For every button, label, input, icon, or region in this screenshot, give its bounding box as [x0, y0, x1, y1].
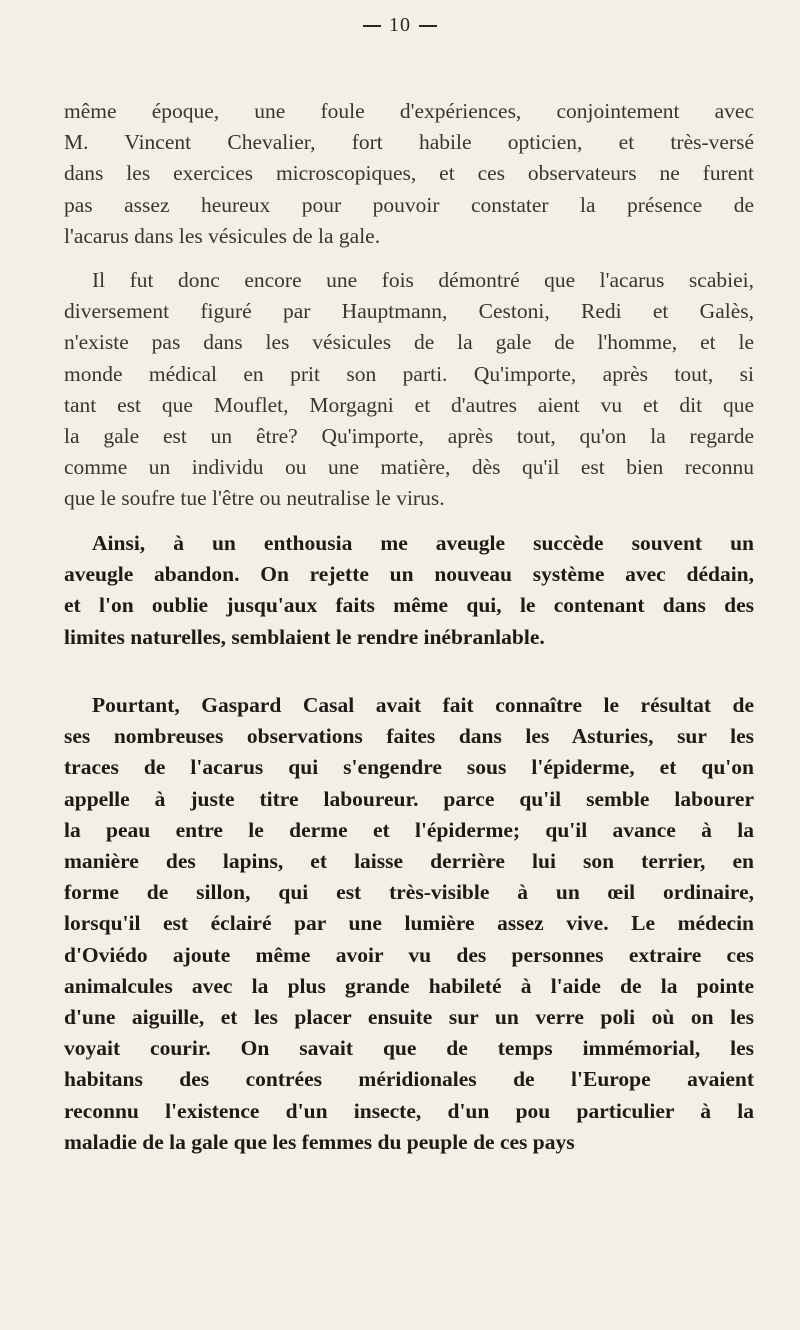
text-line: voyait courir. On savait que de temps immémorial, les [64, 1036, 754, 1061]
text-line: limites naturelles, semblaient le rendre inébranlable. [64, 624, 545, 649]
text-line: l'acarus dans les vésicules de la gale. [64, 223, 381, 248]
text-line: traces de l'acarus qui s'engendre sous l'épiderme, et qu'on [64, 755, 754, 780]
text-line: M. Vincent Chevalier, fort habile opticien, et très-versé [64, 130, 754, 155]
text-line: maladie de la gale que les femmes du peuple de ces pays [64, 1129, 575, 1154]
text-line: appelle à juste titre laboureur. parce qu'il semble labourer [64, 786, 754, 811]
header-dash-right [419, 25, 437, 27]
text-line: d'une aiguille, et les placer ensuite sur un verre poli où on les [64, 1005, 754, 1030]
text-line: Ainsi, à un enthousia me aveugle succède souvent un [92, 531, 754, 555]
text-line: Il fut donc encore une fois démontré que l'acarus scabiei, [92, 268, 754, 292]
text-line: pas assez heureux pour pouvoir constater la présence de [64, 192, 754, 217]
text-line: manière des lapins, et laisse derrière lui son terrier, en [64, 849, 754, 874]
text-line: monde médical en prit son parti. Qu'importe, après tout, si [64, 361, 754, 386]
header-dash-left [363, 25, 381, 27]
text-line: aveugle abandon. On rejette un nouveau système avec dédain, [64, 562, 754, 587]
text-line: lorsqu'il est éclairé par une lumière assez vive. Le médecin [64, 911, 754, 936]
text-line: tant est que Mouflet, Morgagni et d'autres aient vu et dit que [64, 392, 754, 417]
paragraph-3 [64, 528, 754, 653]
text-line: dans les exercices microscopiques, et ces observateurs ne furent [64, 161, 754, 186]
text-line: la gale est un être? Qu'importe, après tout, qu'on la regarde [64, 424, 754, 449]
text-line: habitans des contrées méridionales de l'Europe avaient [64, 1067, 754, 1092]
paragraph-4 [64, 690, 754, 1158]
text-line: diversement figuré par Hauptmann, Cestoni, Redi et Galès, [64, 299, 754, 324]
text-line: forme de sillon, qui est très-visible à un œil ordinaire, [64, 880, 754, 905]
text-line: comme un individu ou une matière, dès qu'il est bien reconnu [64, 455, 754, 480]
text-line: ses nombreuses observations faites dans les Asturies, sur les [64, 724, 754, 749]
page-header [0, 14, 800, 37]
paragraph-2 [64, 265, 754, 515]
paragraph-1 [64, 96, 754, 252]
text-line: reconnu l'existence d'un insecte, d'un pou particulier à la [64, 1098, 754, 1123]
text-line: et l'on oublie jusqu'aux faits même qui, le contenant dans des [64, 593, 754, 618]
text-line: que le soufre tue l'être ou neutralise le virus. [64, 486, 445, 511]
text-line: la peau entre le derme et l'épiderme; qu'il avance à la [64, 817, 754, 842]
text-line: animalcules avec la plus grande habileté à l'aide de la pointe [64, 973, 754, 998]
text-line: d'Oviédo ajoute même avoir vu des personnes extraire ces [64, 942, 754, 967]
page-number: 10 [389, 14, 411, 36]
text-line: Pourtant, Gaspard Casal avait fait connaître le résultat de [92, 693, 754, 717]
text-line: même époque, une foule d'expériences, conjointement avec [64, 99, 754, 123]
text-line: n'existe pas dans les vésicules de la gale de l'homme, et le [64, 330, 754, 355]
